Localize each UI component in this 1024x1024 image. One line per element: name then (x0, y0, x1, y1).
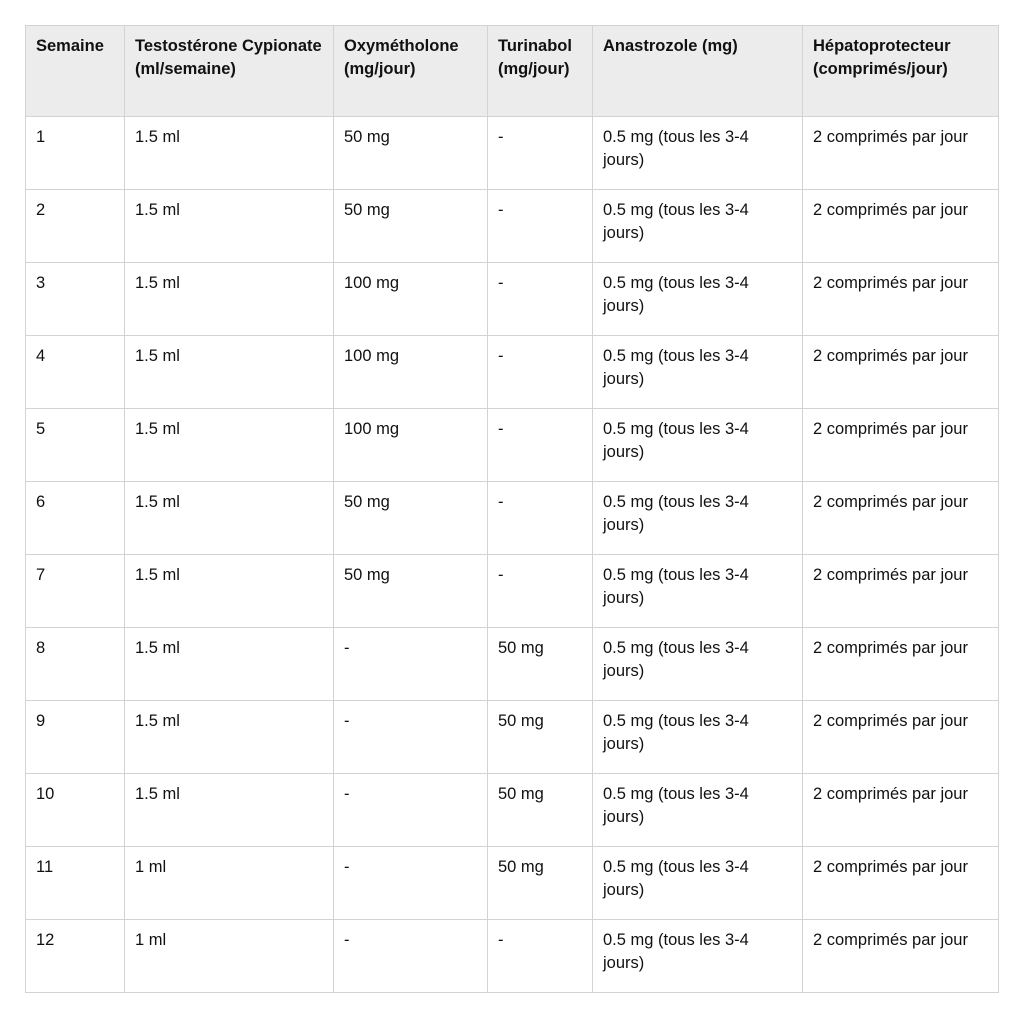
cell-hepatoprotector: 2 comprimés par jour (803, 263, 999, 336)
cell-oxymetholone: 50 mg (334, 555, 488, 628)
header-row (26, 26, 999, 117)
table-row (26, 555, 999, 628)
table-row (26, 409, 999, 482)
cell-anastrozole: 0.5 mg (tous les 3-4 jours) (593, 117, 803, 190)
cell-turinabol: - (488, 920, 593, 993)
header-hepatoprotector: Hépatoprotecteur (comprimés/jour) (803, 26, 999, 117)
dosage-table (25, 25, 999, 993)
cell-week: 2 (26, 190, 125, 263)
cell-oxymetholone: - (334, 774, 488, 847)
cell-week: 10 (26, 774, 125, 847)
cell-oxymetholone: - (334, 628, 488, 701)
cell-testosterone: 1.5 ml (125, 409, 334, 482)
cell-oxymetholone: 50 mg (334, 190, 488, 263)
cell-turinabol: - (488, 117, 593, 190)
header-oxymetholone: Oxymétholone (mg/jour) (334, 26, 488, 117)
cell-oxymetholone: 100 mg (334, 336, 488, 409)
cell-hepatoprotector: 2 comprimés par jour (803, 774, 999, 847)
cell-hepatoprotector: 2 comprimés par jour (803, 409, 999, 482)
cell-anastrozole: 0.5 mg (tous les 3-4 jours) (593, 701, 803, 774)
cell-testosterone: 1.5 ml (125, 263, 334, 336)
table-row (26, 117, 999, 190)
cell-week: 5 (26, 409, 125, 482)
cell-week: 1 (26, 117, 125, 190)
table-row (26, 701, 999, 774)
cell-testosterone: 1.5 ml (125, 628, 334, 701)
cell-testosterone: 1 ml (125, 847, 334, 920)
cell-testosterone: 1.5 ml (125, 555, 334, 628)
table-row (26, 628, 999, 701)
cell-hepatoprotector: 2 comprimés par jour (803, 701, 999, 774)
cell-testosterone: 1.5 ml (125, 336, 334, 409)
cell-turinabol: - (488, 555, 593, 628)
header-turinabol: Turinabol (mg/jour) (488, 26, 593, 117)
cell-hepatoprotector: 2 comprimés par jour (803, 190, 999, 263)
cell-anastrozole: 0.5 mg (tous les 3-4 jours) (593, 555, 803, 628)
cell-week: 6 (26, 482, 125, 555)
cell-testosterone: 1.5 ml (125, 701, 334, 774)
table-row (26, 263, 999, 336)
table-row (26, 847, 999, 920)
cell-testosterone: 1.5 ml (125, 117, 334, 190)
cell-week: 12 (26, 920, 125, 993)
cell-hepatoprotector: 2 comprimés par jour (803, 482, 999, 555)
cell-hepatoprotector: 2 comprimés par jour (803, 847, 999, 920)
cell-anastrozole: 0.5 mg (tous les 3-4 jours) (593, 920, 803, 993)
cell-week: 4 (26, 336, 125, 409)
table-row (26, 336, 999, 409)
cell-anastrozole: 0.5 mg (tous les 3-4 jours) (593, 409, 803, 482)
cell-anastrozole: 0.5 mg (tous les 3-4 jours) (593, 336, 803, 409)
table-header (26, 26, 999, 117)
cell-anastrozole: 0.5 mg (tous les 3-4 jours) (593, 482, 803, 555)
cell-anastrozole: 0.5 mg (tous les 3-4 jours) (593, 847, 803, 920)
cell-turinabol: 50 mg (488, 847, 593, 920)
cell-oxymetholone: 50 mg (334, 117, 488, 190)
cell-oxymetholone: - (334, 847, 488, 920)
header-testosterone: Testostérone Cypionate (ml/semaine) (125, 26, 334, 117)
cell-turinabol: 50 mg (488, 774, 593, 847)
table-row (26, 774, 999, 847)
cell-oxymetholone: - (334, 701, 488, 774)
cell-week: 11 (26, 847, 125, 920)
cell-anastrozole: 0.5 mg (tous les 3-4 jours) (593, 190, 803, 263)
cell-turinabol: - (488, 190, 593, 263)
cell-week: 9 (26, 701, 125, 774)
cell-hepatoprotector: 2 comprimés par jour (803, 117, 999, 190)
cell-week: 8 (26, 628, 125, 701)
cell-oxymetholone: - (334, 920, 488, 993)
cell-hepatoprotector: 2 comprimés par jour (803, 628, 999, 701)
cell-turinabol: - (488, 482, 593, 555)
cell-anastrozole: 0.5 mg (tous les 3-4 jours) (593, 774, 803, 847)
cell-turinabol: - (488, 409, 593, 482)
cell-testosterone: 1.5 ml (125, 774, 334, 847)
table-row (26, 920, 999, 993)
cell-testosterone: 1.5 ml (125, 482, 334, 555)
header-week: Semaine (26, 26, 125, 117)
header-anastrozole: Anastrozole (mg) (593, 26, 803, 117)
table-row (26, 482, 999, 555)
cell-turinabol: - (488, 263, 593, 336)
table-body (26, 117, 999, 993)
cell-oxymetholone: 50 mg (334, 482, 488, 555)
cell-hepatoprotector: 2 comprimés par jour (803, 920, 999, 993)
cell-week: 3 (26, 263, 125, 336)
cell-hepatoprotector: 2 comprimés par jour (803, 555, 999, 628)
cell-oxymetholone: 100 mg (334, 263, 488, 336)
cell-testosterone: 1 ml (125, 920, 334, 993)
cell-anastrozole: 0.5 mg (tous les 3-4 jours) (593, 263, 803, 336)
cell-hepatoprotector: 2 comprimés par jour (803, 336, 999, 409)
cell-turinabol: 50 mg (488, 701, 593, 774)
cell-anastrozole: 0.5 mg (tous les 3-4 jours) (593, 628, 803, 701)
cell-week: 7 (26, 555, 125, 628)
cell-turinabol: 50 mg (488, 628, 593, 701)
cell-oxymetholone: 100 mg (334, 409, 488, 482)
table-row (26, 190, 999, 263)
cell-turinabol: - (488, 336, 593, 409)
cell-testosterone: 1.5 ml (125, 190, 334, 263)
